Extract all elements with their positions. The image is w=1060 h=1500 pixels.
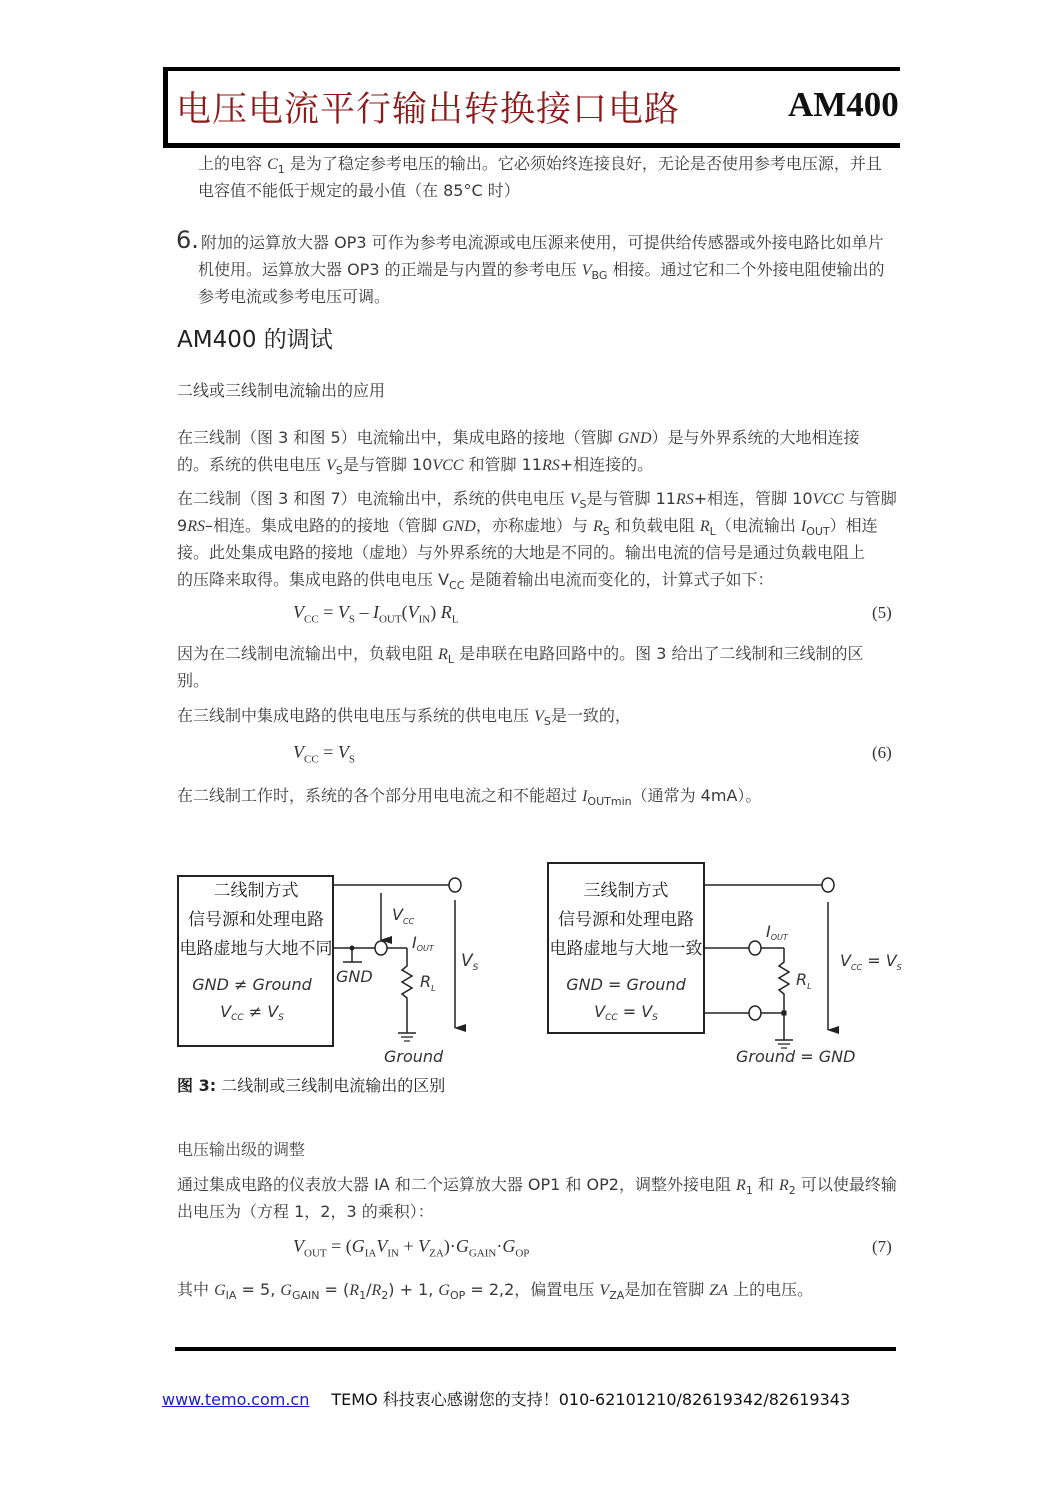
two-wire-box-eq2: VCC ≠ VS <box>220 1002 284 1023</box>
equation-7: $V_{OUT} = (G_{IA}V_{IN} + V_{ZA})\cdot G_{GAIN}\cdot G_{OP}$ <box>293 1236 530 1260</box>
two-wire-circuit <box>178 876 479 1066</box>
resistor-rl <box>402 948 412 1033</box>
equation-5: $V_{CC} = V_S - I_{OUT}(V_{IN})$ $R_L$ <box>293 602 459 626</box>
ground-icon <box>398 1033 416 1041</box>
para-3wire-line2: 的。系统的供电电压 $V_S$是与管脚 10VCC 和管脚 11RS+相连接的。 <box>177 455 654 478</box>
terminal-vs-top <box>449 878 461 892</box>
equation-6: $V_{CC} = V_S$ <box>293 742 355 766</box>
three-wire-box-line1: 三线制方式 <box>583 881 669 901</box>
resistor-rl-right <box>779 948 789 1040</box>
website-link[interactable]: www.temo.com.cn <box>162 1390 310 1409</box>
figure-3-caption: 图 3: 二线制或三线制电流输出的区别 <box>177 1076 446 1095</box>
para-vout-line1: 通过集成电路的仪表放大器 IA 和二个运算放大器 OP1 和 OP2，调整外接电阻 $R_1$ 和 $R_2$ 可以使最终输 <box>177 1175 897 1198</box>
label-vs: $V_S$ <box>461 951 479 973</box>
para-2wire-line1: 在二线制（图 3 和图 7）电流输出中，系统的供电电压 $V_S$是与管脚 11RS+相连，管脚 10VCC 与管脚 <box>177 489 897 512</box>
junction-dot-right <box>782 1011 787 1016</box>
label-vcc: $V_{CC}$ <box>392 905 415 926</box>
label-vcc-equals-vs: $V_{CC} = V_S$ <box>840 951 902 972</box>
subsection-heading-current-output: 二线或三线制电流输出的应用 <box>177 381 386 400</box>
two-wire-box-eq1: GND ≠ Ground <box>192 975 312 994</box>
para-vout-line2: 出电压为（方程 1，2，3 的乘积）： <box>177 1202 434 1221</box>
three-wire-box-eq1: GND = Ground <box>566 975 686 994</box>
subsection-heading-voltage-output: 电压输出级的调整 <box>177 1140 306 1159</box>
label-iout: IOUT <box>412 933 434 953</box>
footer-contact-text: TEMO 科技衷心感谢您的支持！010-62101210/82619342/82619343 <box>331 1390 851 1409</box>
model-number: AM400 <box>788 85 899 124</box>
document-title: 电压电流平行输出转换接口电路 <box>176 90 681 130</box>
two-wire-box-line3: 电路虚地与大地不同 <box>179 939 333 959</box>
para-series-line2: 别。 <box>177 671 210 690</box>
item6-line1: 附加的运算放大器 OP3 可作为参考电流源或电压源来使用，可提供给传感器或外接电路比如单片 <box>201 233 884 252</box>
list-number-6: 6. <box>176 226 199 254</box>
label-gnd: GND <box>336 967 373 986</box>
label-rl-right: $R_L$ <box>796 970 812 991</box>
para-3wire-line1: 在三线制（图 3 和图 5）电流输出中，集成电路的接地（管脚 GND）是与外界系统的大地相连接 <box>177 428 860 447</box>
three-wire-box-line2: 信号源和处理电路 <box>558 910 694 930</box>
footer <box>162 1387 850 1410</box>
label-rl: $R_L$ <box>420 972 436 993</box>
terminal-iout <box>375 941 387 955</box>
para-2wire-line3: 接。此处集成电路的接地（虚地）与外界系统的大地是不同的。输出电流的信号是通过负载电阻上 <box>177 543 866 562</box>
para-2wire-limit: 在二线制工作时，系统的各个部分用电电流之和不能超过 $I_{OUTmin}$（通常为 4mA）。 <box>177 786 762 809</box>
para-series-line1: 因为在二线制电流输出中，负载电阻 $R_L$ 是串联在电路回路中的。图 3 给出了二线制和三线制的区 <box>177 644 864 667</box>
paragraph-c1-line1: 上的电容 $C_1$ 是为了稳定参考电压的输出。它必须始终连接良好，无论是否使用参考电压源，并且 <box>198 154 882 177</box>
para-where: 其中 $G_{IA} = 5$, $G_{GAIN} = (R_1/R_2) + 1$, $G_{OP} = 2,2$，偏置电压 $V_{ZA}$是加在管脚 ZA 上的电压。 <box>177 1280 814 1303</box>
two-wire-box-line2: 信号源和处理电路 <box>188 910 324 930</box>
three-wire-box-line3: 电路虚地与大地一致 <box>549 939 703 959</box>
equation-5-number: (5) <box>872 603 892 622</box>
item6-line2: 机使用。运算放大器 OP3 的正端是与内置的参考电压 $V_{BG}$ 相接。通过它和二个外接电阻使输出的 <box>198 260 885 283</box>
label-ground: Ground <box>384 1047 444 1066</box>
label-ground-equals-gnd: Ground = GND <box>736 1047 856 1066</box>
paragraph-c1-line2: 电容值不能低于规定的最小值（在 85°C 时） <box>198 181 520 200</box>
two-wire-box-line1: 二线制方式 <box>213 881 299 901</box>
para-3wire-vcc: 在三线制中集成电路的供电电压与系统的供电电压 $V_S$是一致的， <box>177 706 631 729</box>
three-wire-box-eq2: VCC = VS <box>594 1002 658 1023</box>
section-heading-debug: AM400 的调试 <box>177 327 333 353</box>
para-2wire-line2: 9RS–相连。集成电路的的接地（管脚 GND，亦称虚地）与 $R_S$ 和负载电阻 $R_L$（电流输出 $I_{OUT}$）相连 <box>177 516 878 539</box>
item6-line3: 参考电流或参考电压可调。 <box>198 287 391 306</box>
label-iout-right: IOUT <box>766 922 788 942</box>
equation-6-number: (6) <box>872 743 892 762</box>
three-wire-circuit <box>548 863 902 1066</box>
terminal-gnd-right <box>749 1006 761 1020</box>
para-2wire-line4: 的压降来取得。集成电路的供电电压 $V_{CC}$ 是随着输出电流而变化的，计算式子如下： <box>177 570 774 593</box>
terminal-vs-top-right <box>822 878 834 892</box>
terminal-iout-right <box>749 941 761 955</box>
footer-rule <box>175 1347 896 1351</box>
equation-7-number: (7) <box>872 1237 892 1256</box>
